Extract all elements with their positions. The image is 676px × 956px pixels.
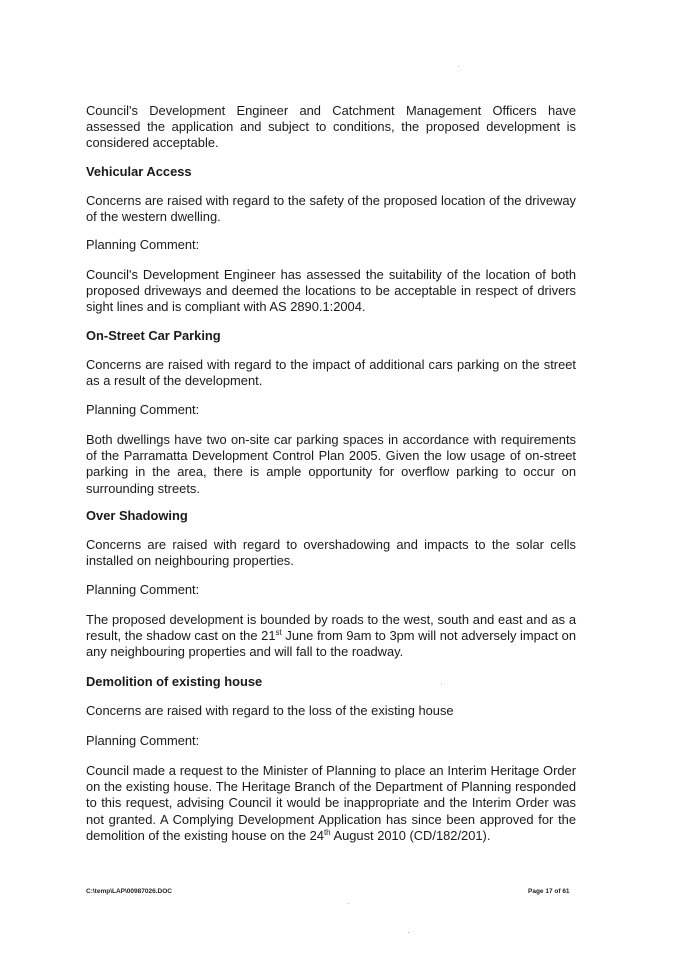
planning-comment-label: Planning Comment:	[86, 237, 200, 252]
paragraph-vehicular-comment: Council's Development Engineer has assessed the suitability of the location of both proposed driveways and deemed the locations to be acceptable in respect of drivers sight lines and is compliant with AS 2890.1:2004.	[86, 267, 576, 315]
planning-comment-label: Planning Comment:	[86, 402, 200, 417]
text-segment: The proposed development is bounded by roads to the west, south and east and as a result, the shadow cast on the 21	[86, 612, 576, 644]
paragraph-parking-concern: Concerns are raised with regard to the impact of additional cars parking on the street as a result of the development.	[86, 357, 576, 389]
heading-demolition: Demolition of existing house	[86, 674, 263, 689]
paragraph-engineer-assessment: Council's Development Engineer and Catchment Management Officers have assessed the application and subject to conditions, the proposed development is considered acceptable.	[86, 103, 576, 151]
heading-on-street-parking: On-Street Car Parking	[86, 328, 221, 343]
footer-page-number: Page 17 of 61	[528, 888, 570, 895]
text-segment: August 2010 (CD/182/201).	[330, 827, 491, 843]
paragraph-demolition-concern: Concerns are raised with regard to the loss of the existing house	[86, 703, 454, 718]
scan-speck	[408, 932, 409, 933]
planning-comment-label: Planning Comment:	[86, 582, 200, 597]
scan-speck	[458, 66, 459, 67]
planning-comment-label: Planning Comment:	[86, 733, 200, 748]
text-segment: June from 9am to 3pm will not adversely impact on any neighbouring properties and will fall to the roadway.	[86, 628, 576, 660]
heading-vehicular-access: Vehicular Access	[86, 164, 192, 179]
paragraph-shadow-concern: Concerns are raised with regard to overshadowing and impacts to the solar cells installed on neighbouring properties.	[86, 537, 576, 569]
footer-file-path: C:\temp\LAP\00987026.DOC	[86, 888, 172, 895]
scan-speck	[348, 903, 349, 904]
scan-speck	[441, 683, 442, 684]
heading-over-shadowing: Over Shadowing	[86, 508, 188, 523]
superscript: st	[275, 628, 282, 638]
paragraph-shadow-comment	[86, 612, 576, 661]
superscript: th	[323, 827, 331, 837]
paragraph-vehicular-concern: Concerns are raised with regard to the safety of the proposed location of the driveway of the western dwelling.	[86, 193, 576, 225]
paragraph-parking-comment: Both dwellings have two on-site car parking spaces in accordance with requirements of the Parramatta Development Control Plan 2005. Given the low usage of on-street parking in the area, there is ample opportunity for overflow parking to occur on surrounding streets.	[86, 432, 576, 496]
paragraph-demolition-comment	[86, 763, 576, 844]
text-segment: Council made a request to the Minister of Planning to place an Interim Heritage Order on the existing house. The Heritage Branch of the Department of Planning responded to this request, advising Council it would be inappropriate and the Interim Order was not granted. A Complying Development Application has since been approved for the demolition of the existing house on the 24	[86, 763, 576, 843]
